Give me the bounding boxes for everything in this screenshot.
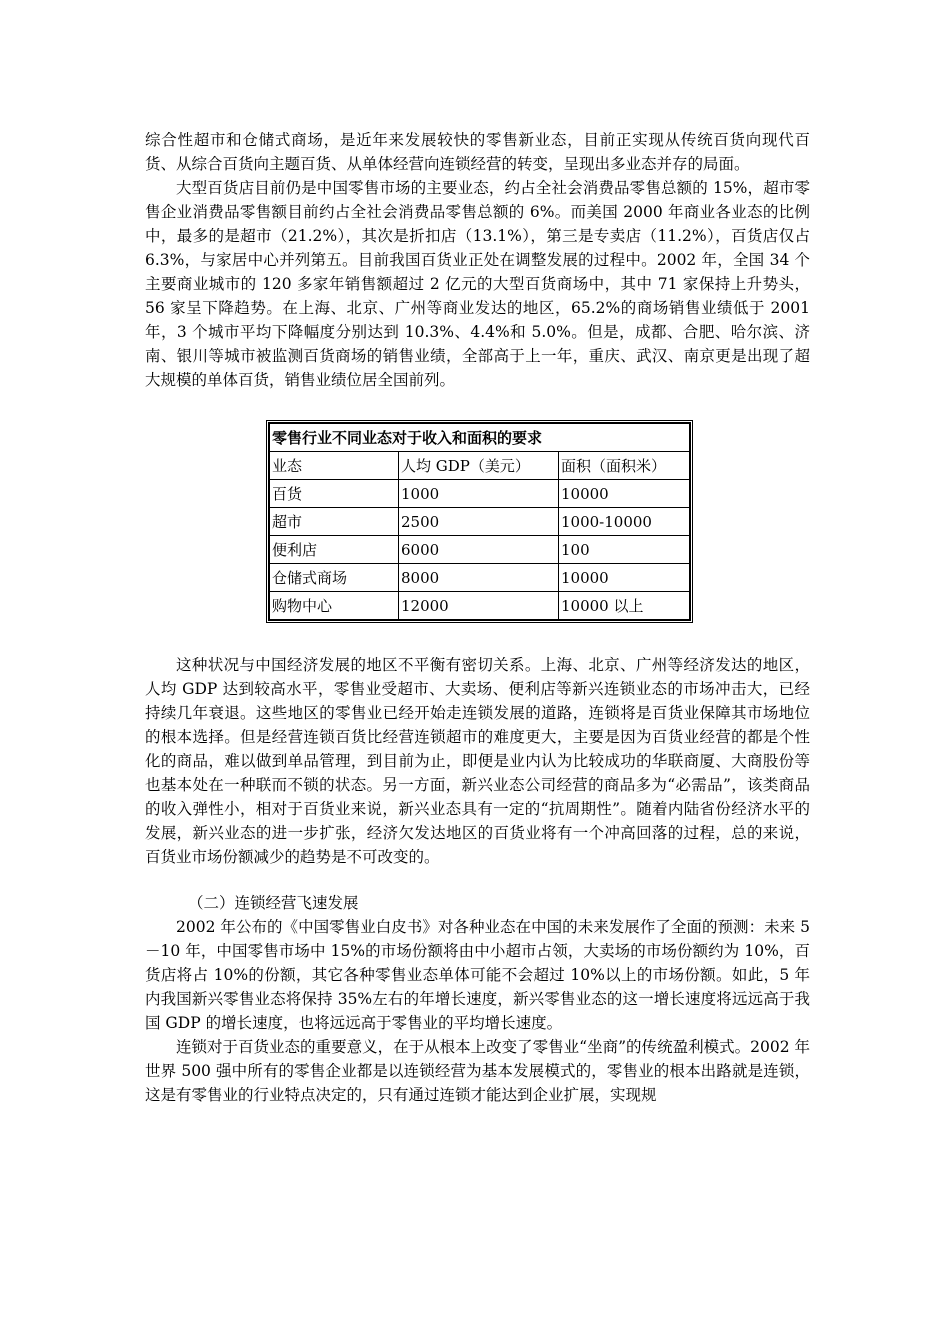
table-cell: 8000 [399, 564, 559, 592]
paragraph-white-paper: 2002 年公布的《中国零售业白皮书》对各种业态在中国的未来发展作了全面的预测：未来 5－10 年，中国零售市场中 15%的市场份额将由中小超市占领，大卖场的市场份额约为 10%，百货店将占 10%的份额，其它各种零售业态单体可能不会超过 10%以上的市场份额。如此，5 年内我国新兴零售业态将保持 35%左右的年增长速度，新兴零售业态的这一增长速度将远远高于我国 GDP 的增长速度，也将远远高于零售业的平均增长速度。 [145, 918, 810, 1032]
table-cell: 购物中心 [270, 592, 399, 620]
paragraph-intro: 综合性超市和仓储式商场，是近年来发展较快的零售新业态，目前正实现从传统百货向现代百货、从综合百货向主题百货、从单体经营向连锁经营的转变，呈现出多业态并存的局面。 [145, 131, 810, 173]
table-row [270, 564, 690, 592]
paragraph-regional-imbalance: 这种状况与中国经济发展的地区不平衡有密切关系。上海、北京、广州等经济发达的地区，人均 GDP 达到较高水平，零售业受超市、大卖场、便利店等新兴连锁业态的市场冲击大，已经持续几年衰退。这些地区的零售业已经开始走连锁发展的道路，连锁将是百货业保障其市场地位的根本选择。但是经营连锁百货比经营连锁超市的难度更大，主要是因为百货业经营的都是个性化的商品，难以做到单品管理，到目前为止，即便是业内认为比较成功的华联商厦、大商股份等也基本处在一种联而不锁的状态。另一方面，新兴业态公司经营的商品多为“必需品”，该类商品的收入弹性小，相对于百货业来说，新兴业态具有一定的“抗周期性”。随着内陆省份经济水平的发展，新兴业态的进一步扩张，经济欠发达地区的百货业将有一个冲高回落的过程，总的来说，百货业市场份额减少的趋势是不可改变的。 [145, 656, 810, 866]
table-header-row [270, 452, 690, 480]
table-cell: 仓储式商场 [270, 564, 399, 592]
document-page [145, 128, 810, 1107]
table-cell: 1000-10000 [559, 508, 690, 536]
table-header-cell: 面积（面积米） [559, 452, 690, 480]
table-title: 零售行业不同业态对于收入和面积的要求 [270, 424, 690, 452]
section-heading: （二）连锁经营飞速发展 [188, 894, 359, 912]
table-cell: 12000 [399, 592, 559, 620]
table-row [270, 592, 690, 620]
table-cell: 便利店 [270, 536, 399, 564]
table-row [270, 480, 690, 508]
table-header-cell: 人均 GDP（美元） [399, 452, 559, 480]
table-cell: 10000 以上 [559, 592, 690, 620]
table-cell: 百货 [270, 480, 399, 508]
table-row [270, 508, 690, 536]
table-row [270, 536, 690, 564]
table-cell: 1000 [399, 480, 559, 508]
table-cell: 100 [559, 536, 690, 564]
table-cell: 6000 [399, 536, 559, 564]
table-cell: 10000 [559, 564, 690, 592]
paragraph-department-stores: 大型百货店目前仍是中国零售市场的主要业态，约占全社会消费品零售总额的 15%，超市零售企业消费品零售额目前约占全社会消费品零售总额的 6%。而美国 2000 年商业各业态的比例中，最多的是超市（21.2%），其次是折扣店（13.1%），第三是专卖店（11.2%），百货店仅占 6.3%，与家居中心并列第五。目前我国百货业正处在调整发展的过程中。2002 年，全国 34 个主要商业城市的 120 多家年销售额超过 2 亿元的大型百货商场中，其中 71 家保持上升势头，56 家呈下降趋势。在上海、北京、广州等商业发达的地区，65.2%的商场销售业绩低于 2001 年，3 个城市平均下降幅度分别达到 10.3%、4.4%和 5.0%。但是，成都、合肥、哈尔滨、济南、银川等城市被监测百货商场的销售业绩，全部高于上一年，重庆、武汉、南京更是出现了超大规模的单体百货，销售业绩位居全国前列。 [145, 179, 810, 389]
table-cell: 2500 [399, 508, 559, 536]
table-cell: 10000 [559, 480, 690, 508]
paragraph-chain-importance: 连锁对于百货业态的重要意义，在于从根本上改变了零售业“坐商”的传统盈利模式。2002 年世界 500 强中所有的零售企业都是以连锁经营为基本发展模式的，零售业的根本出路就是连锁，这是有零售业的行业特点决定的，只有通过连锁才能达到企业扩展，实现规 [145, 1038, 810, 1104]
table-header-cell: 业态 [270, 452, 399, 480]
retail-format-table [266, 420, 693, 623]
table-cell: 超市 [270, 508, 399, 536]
